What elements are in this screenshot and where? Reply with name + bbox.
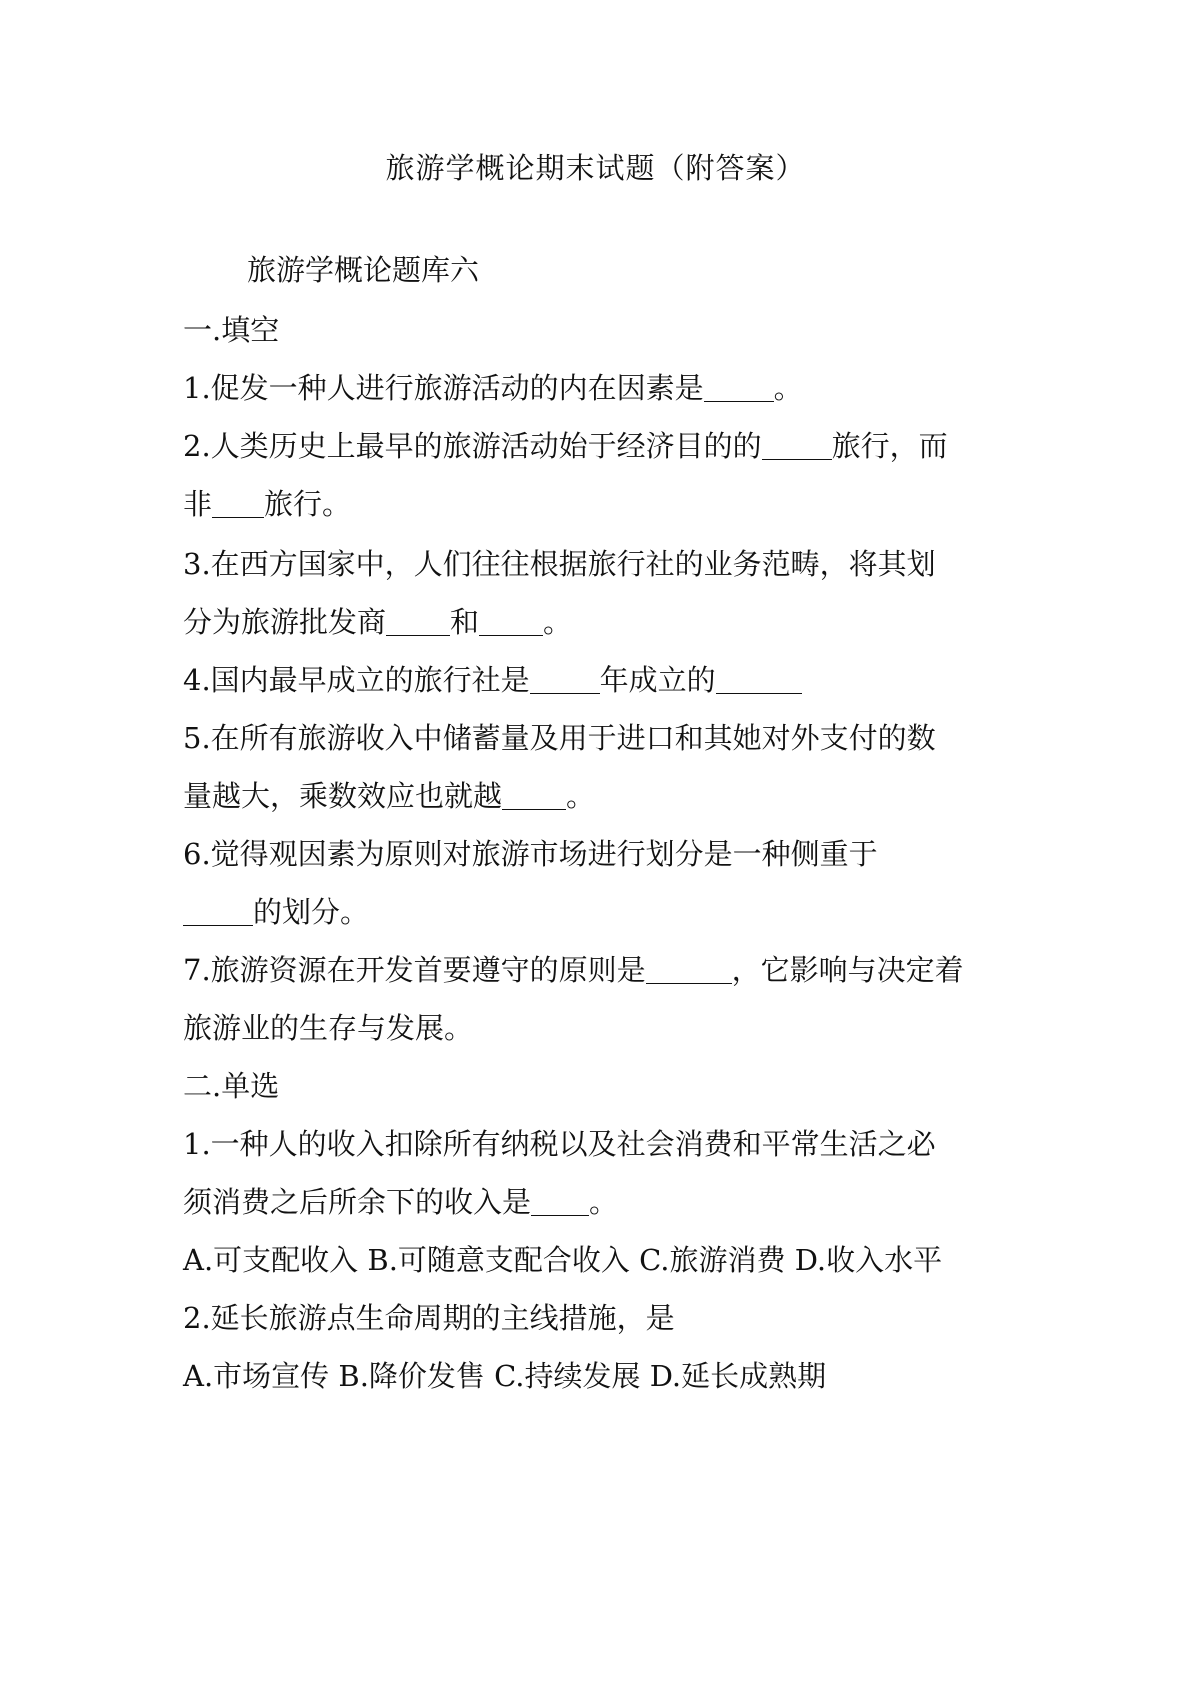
single-question-2: 2.延长旅游点生命周期的主线措施，是: [183, 1301, 675, 1335]
fill-q1-end: 。: [773, 371, 803, 405]
document-title: 旅游学概论期末试题（附答案）: [385, 151, 806, 185]
fill-question-6-cont: [183, 892, 369, 932]
single-q1-end: 。: [589, 1185, 619, 1219]
answer-blank[interactable]: [212, 487, 264, 518]
section-heading-single: 二.单选: [183, 1069, 280, 1103]
answer-blank[interactable]: [531, 1185, 589, 1216]
answer-blank[interactable]: [502, 779, 566, 810]
fill-question-2: [183, 426, 948, 466]
fill-q2-text: 2.人类历史上最早的旅游活动始于经济目的的: [183, 429, 762, 463]
fill-question-5-cont: [183, 776, 595, 816]
fill-question-4: [183, 660, 802, 700]
fill-q4-text: 4.国内最早成立的旅行社是: [183, 663, 530, 697]
fill-question-5: 5.在所有旅游收入中储蓄量及用于进口和其她对外支付的数: [183, 721, 936, 755]
fill-question-1: [183, 368, 803, 408]
fill-question-2-cont: [183, 484, 351, 524]
fill-q1-text: 1.促发一种人进行旅游活动的内在因素是: [183, 371, 704, 405]
fill-question-3-cont: [183, 602, 572, 642]
answer-blank[interactable]: [479, 605, 543, 636]
fill-q2-text-2: 旅行，而: [831, 429, 948, 463]
fill-question-3: 3.在西方国家中，人们往往根据旅行社的业务范畴，将其划: [183, 547, 936, 581]
answer-blank[interactable]: [716, 663, 802, 694]
fill-q3-end: 。: [543, 605, 573, 639]
fill-question-7: [183, 950, 964, 990]
fill-q6-text-2: 的划分。: [253, 895, 370, 929]
section-heading-fill: 一.填空: [183, 313, 280, 347]
fill-q4-text-2: 年成立的: [599, 663, 716, 697]
single-question-1-options: A.可支配收入 B.可随意支配合收入 C.旅游消费 D.收入水平: [183, 1243, 943, 1277]
answer-blank[interactable]: [704, 371, 774, 402]
fill-q2-text-4: 旅行。: [264, 487, 352, 521]
fill-question-7-cont: 旅游业的生存与发展。: [183, 1011, 474, 1045]
fill-q7-text: 7.旅游资源在开发首要遵守的原则是: [183, 953, 646, 987]
answer-blank[interactable]: [646, 953, 732, 984]
fill-q3-text-3: 和: [450, 605, 480, 639]
question-bank-subtitle: 旅游学概论题库六: [247, 253, 480, 287]
fill-question-6: 6.觉得观因素为原则对旅游市场进行划分是一种侧重于: [183, 837, 878, 871]
answer-blank[interactable]: [386, 605, 450, 636]
fill-q3-text-2: 分为旅游批发商: [183, 605, 387, 639]
answer-blank[interactable]: [762, 429, 832, 460]
answer-blank[interactable]: [183, 895, 253, 926]
single-question-1: 1.一种人的收入扣除所有纳税以及社会消费和平常生活之必: [183, 1127, 936, 1161]
fill-q5-text-2: 量越大，乘数效应也就越: [183, 779, 503, 813]
single-question-2-options: A.市场宣传 B.降价发售 C.持续发展 D.延长成熟期: [183, 1359, 827, 1393]
fill-q7-text-2: ，它影响与决定着: [731, 953, 964, 987]
fill-q5-end: 。: [566, 779, 596, 813]
single-question-1-cont: [183, 1182, 618, 1222]
fill-q2-text-3: 非: [183, 487, 213, 521]
answer-blank[interactable]: [530, 663, 600, 694]
single-q1-text-2: 须消费之后所余下的收入是: [183, 1185, 532, 1219]
